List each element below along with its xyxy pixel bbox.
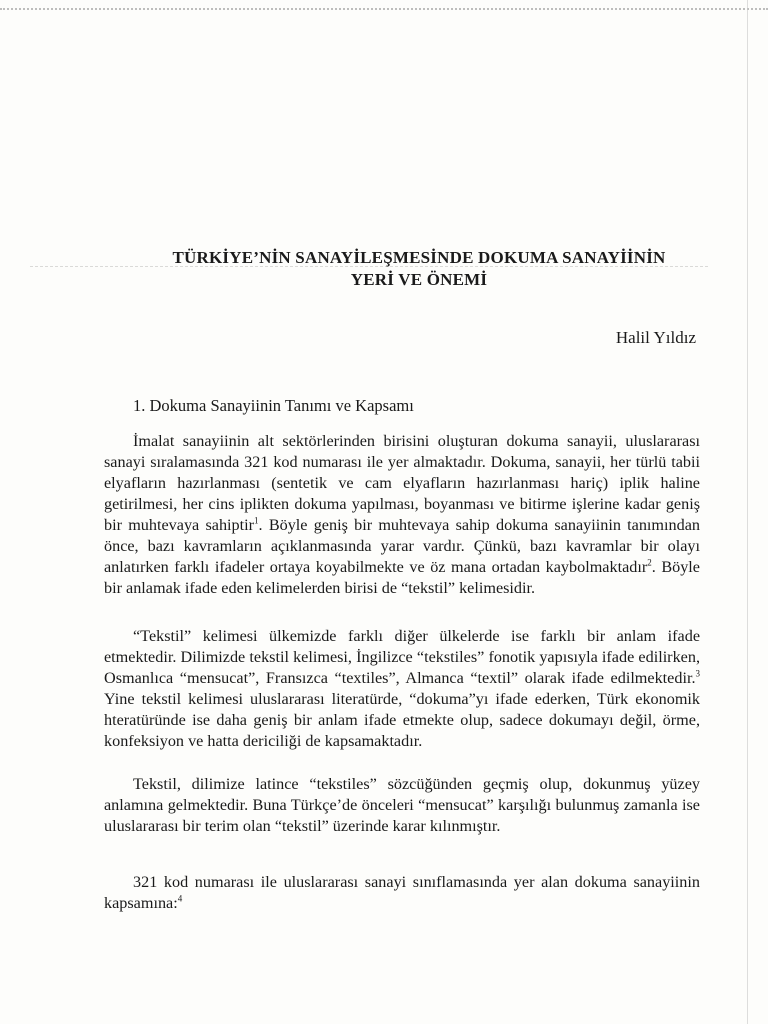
- paragraph-2: [104, 626, 700, 752]
- page-edge: [747, 0, 748, 1024]
- paragraph-text: Tekstil, dilimize latince “tekstiles” sözcüğünden geçmiş olup, dokunmuş yüzey anlamına gelmektedir. Buna Türkçe’de önceleri “mensucat” karşılığı bulunmuş zamanla ise uluslararası bir terim olan “tekstil” üzerinde karar kılınmıştır.: [104, 775, 700, 835]
- paragraph-4: [104, 872, 700, 914]
- scan-artifact-top: [0, 8, 768, 10]
- document-title: [100, 247, 738, 291]
- footnote-ref: 1: [254, 515, 259, 526]
- paragraph-text: “Tekstil” kelimesi ülkemizde farklı diğer ülkelerde ise farklı bir anlam ifade etmektedir. Dilimizde tekstil kelimesi, İngilizce “tekstiles” fonotik yapısıyla ifade edilirken, Osmanlıca “mensucat”, Fransızca “textiles”, Almanca “textil” olarak ifade edilmektedir.: [104, 627, 700, 687]
- footnote-ref: 2: [647, 557, 652, 568]
- paragraph-text: . Böyle bir anlamak ifade eden kelimelerden birisi de “tekstil” kelimesidir.: [104, 558, 700, 597]
- title-line-2: YERİ VE ÖNEMİ: [350, 270, 488, 289]
- paragraph-3: [104, 774, 700, 837]
- section-heading: 1. Dokuma Sanayiinin Tanımı ve Kapsamı: [133, 396, 414, 415]
- paragraph-1: [104, 431, 700, 599]
- author-name: Halil Yıldız: [615, 328, 696, 347]
- paragraph-text: 321 kod numarası ile uluslararası sanayi sınıflamasında yer alan dokuma sanayiinin kapsamına:: [104, 873, 700, 912]
- footnote-ref: 3: [695, 668, 700, 679]
- title-line-1: TÜRKİYE’NİN SANAYİLEŞMESİNDE DOKUMA SANAYİİNİN: [172, 248, 666, 267]
- footnote-ref: 4: [177, 893, 183, 904]
- paragraph-text: İmalat sanayiinin alt sektörlerinden birisini oluşturan dokuma sanayii, uluslararası sanayi sıralamasında 321 kod numarası ile yer almaktadır. Dokuma, sanayii, her türlü tabii elyafların hazırlanması (sentetik ve cam elyafların hazırlanması hariç) iplik haline getirilmesi, her cins iplikten dokuma yapılması, boyanması ve bitirme işlerine kadar geniş bir muhtevaya sahiptir: [104, 432, 700, 534]
- paragraph-text: . Böyle geniş bir muhtevaya sahip dokuma sanayiinin tanımından önce, bazı kavramların açıklanmasında yarar vardır. Çünkü, bazı kavramlar bir olayı anlatırken farklı ifadeler ortaya koyabilmekte ve öz mana ortadan kaybolmaktadır: [104, 516, 700, 576]
- paragraph-text: Yine tekstil kelimesi uluslararası literatürde, “dokuma”yı ifade ederken, Türk ekonomik hteratüründe ise daha geniş bir anlam ifade etmekte olup, sadece dokumayı değil, örme, konfeksiyon ve hatta dericiliği de kapsamaktadır.: [104, 690, 700, 750]
